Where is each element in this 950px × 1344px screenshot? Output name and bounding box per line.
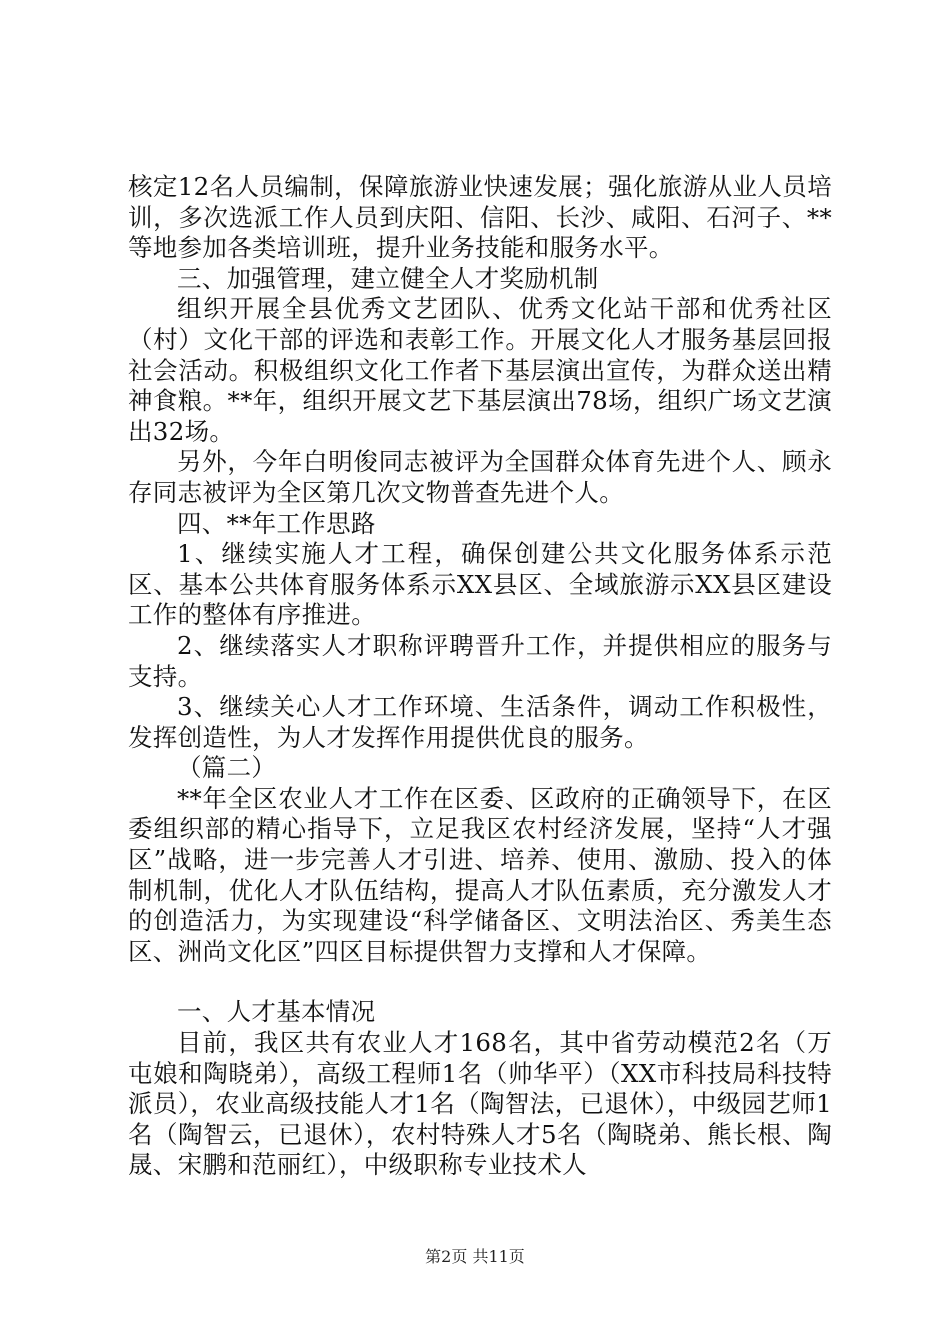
page-footer: 第2页 共11页 bbox=[425, 1247, 525, 1266]
part-label: （篇二） bbox=[177, 753, 277, 783]
document-body bbox=[128, 172, 832, 1181]
list-item-3: 3、继续关心人才工作环境、生活条件，调动工作积极性，发挥创造性，为人才发挥作用提供优良的服务。 bbox=[128, 692, 832, 752]
section-heading-3: 三、加强管理，建立健全人才奖励机制 bbox=[177, 263, 599, 293]
paragraph-continuation: 核定12名人员编制，保障旅游业快速发展；强化旅游从业人员培训，多次选派工作人员到庆阳、信阳、长沙、咸阳、石河子、**等地参加各类培训班，提升业务技能和服务水平。 bbox=[128, 172, 832, 263]
paragraph-intro-part-2: **年全区农业人才工作在区委、区政府的正确领导下，在区委组织部的精心指导下，立足我区农村经济发展，坚持“人才强区”战略，进一步完善人才引进、培养、使用、激励、投入的体制机制，优化人才队伍结构，提高人才队伍素质，充分激发人才的创造活力，为实现建设“科学储备区、文明法治区、秀美生态区、洲尚文化区”四区目标提供智力支撑和人才保障。 bbox=[128, 783, 833, 966]
list-item-1: 1、继续实施人才工程，确保创建公共文化服务体系示范区、基本公共体育服务体系示XX县区、全域旅游示XX县区建设工作的整体有序推进。 bbox=[128, 539, 832, 630]
paragraph-talent-overview: 目前，我区共有农业人才168名，其中省劳动模范2名（万屯娘和陶晓弟），高级工程师1名（帅华平）（XX市科技局科技特派员），农业高级技能人才1名（陶智法，已退休），中级园艺师1名（陶智云，已退休），农村特殊人才5名（陶晓弟、熊长根、陶晟、宋鹏和范丽红），中级职称专业技术人 bbox=[128, 1028, 832, 1180]
section-heading-4: 四、**年工作思路 bbox=[177, 508, 376, 538]
list-item-2: 2、继续落实人才职称评聘晋升工作，并提供相应的服务与支持。 bbox=[128, 630, 832, 691]
paragraph-awards: 组织开展全县优秀文艺团队、优秀文化站干部和优秀社区（村）文化干部的评选和表彰工作。开展文化人才服务基层回报社会活动。积极组织文化工作者下基层演出宣传，为群众送出精神食粮。**年，组织开展文艺下基层演出78场，组织广场文艺演出32场。 bbox=[128, 294, 832, 446]
section-heading-1: 一、人才基本情况 bbox=[177, 997, 376, 1027]
paragraph-additional: 另外，今年白明俊同志被评为全国群众体育先进个人、顾永存同志被评为全区第几次文物普查先进个人。 bbox=[128, 447, 832, 507]
